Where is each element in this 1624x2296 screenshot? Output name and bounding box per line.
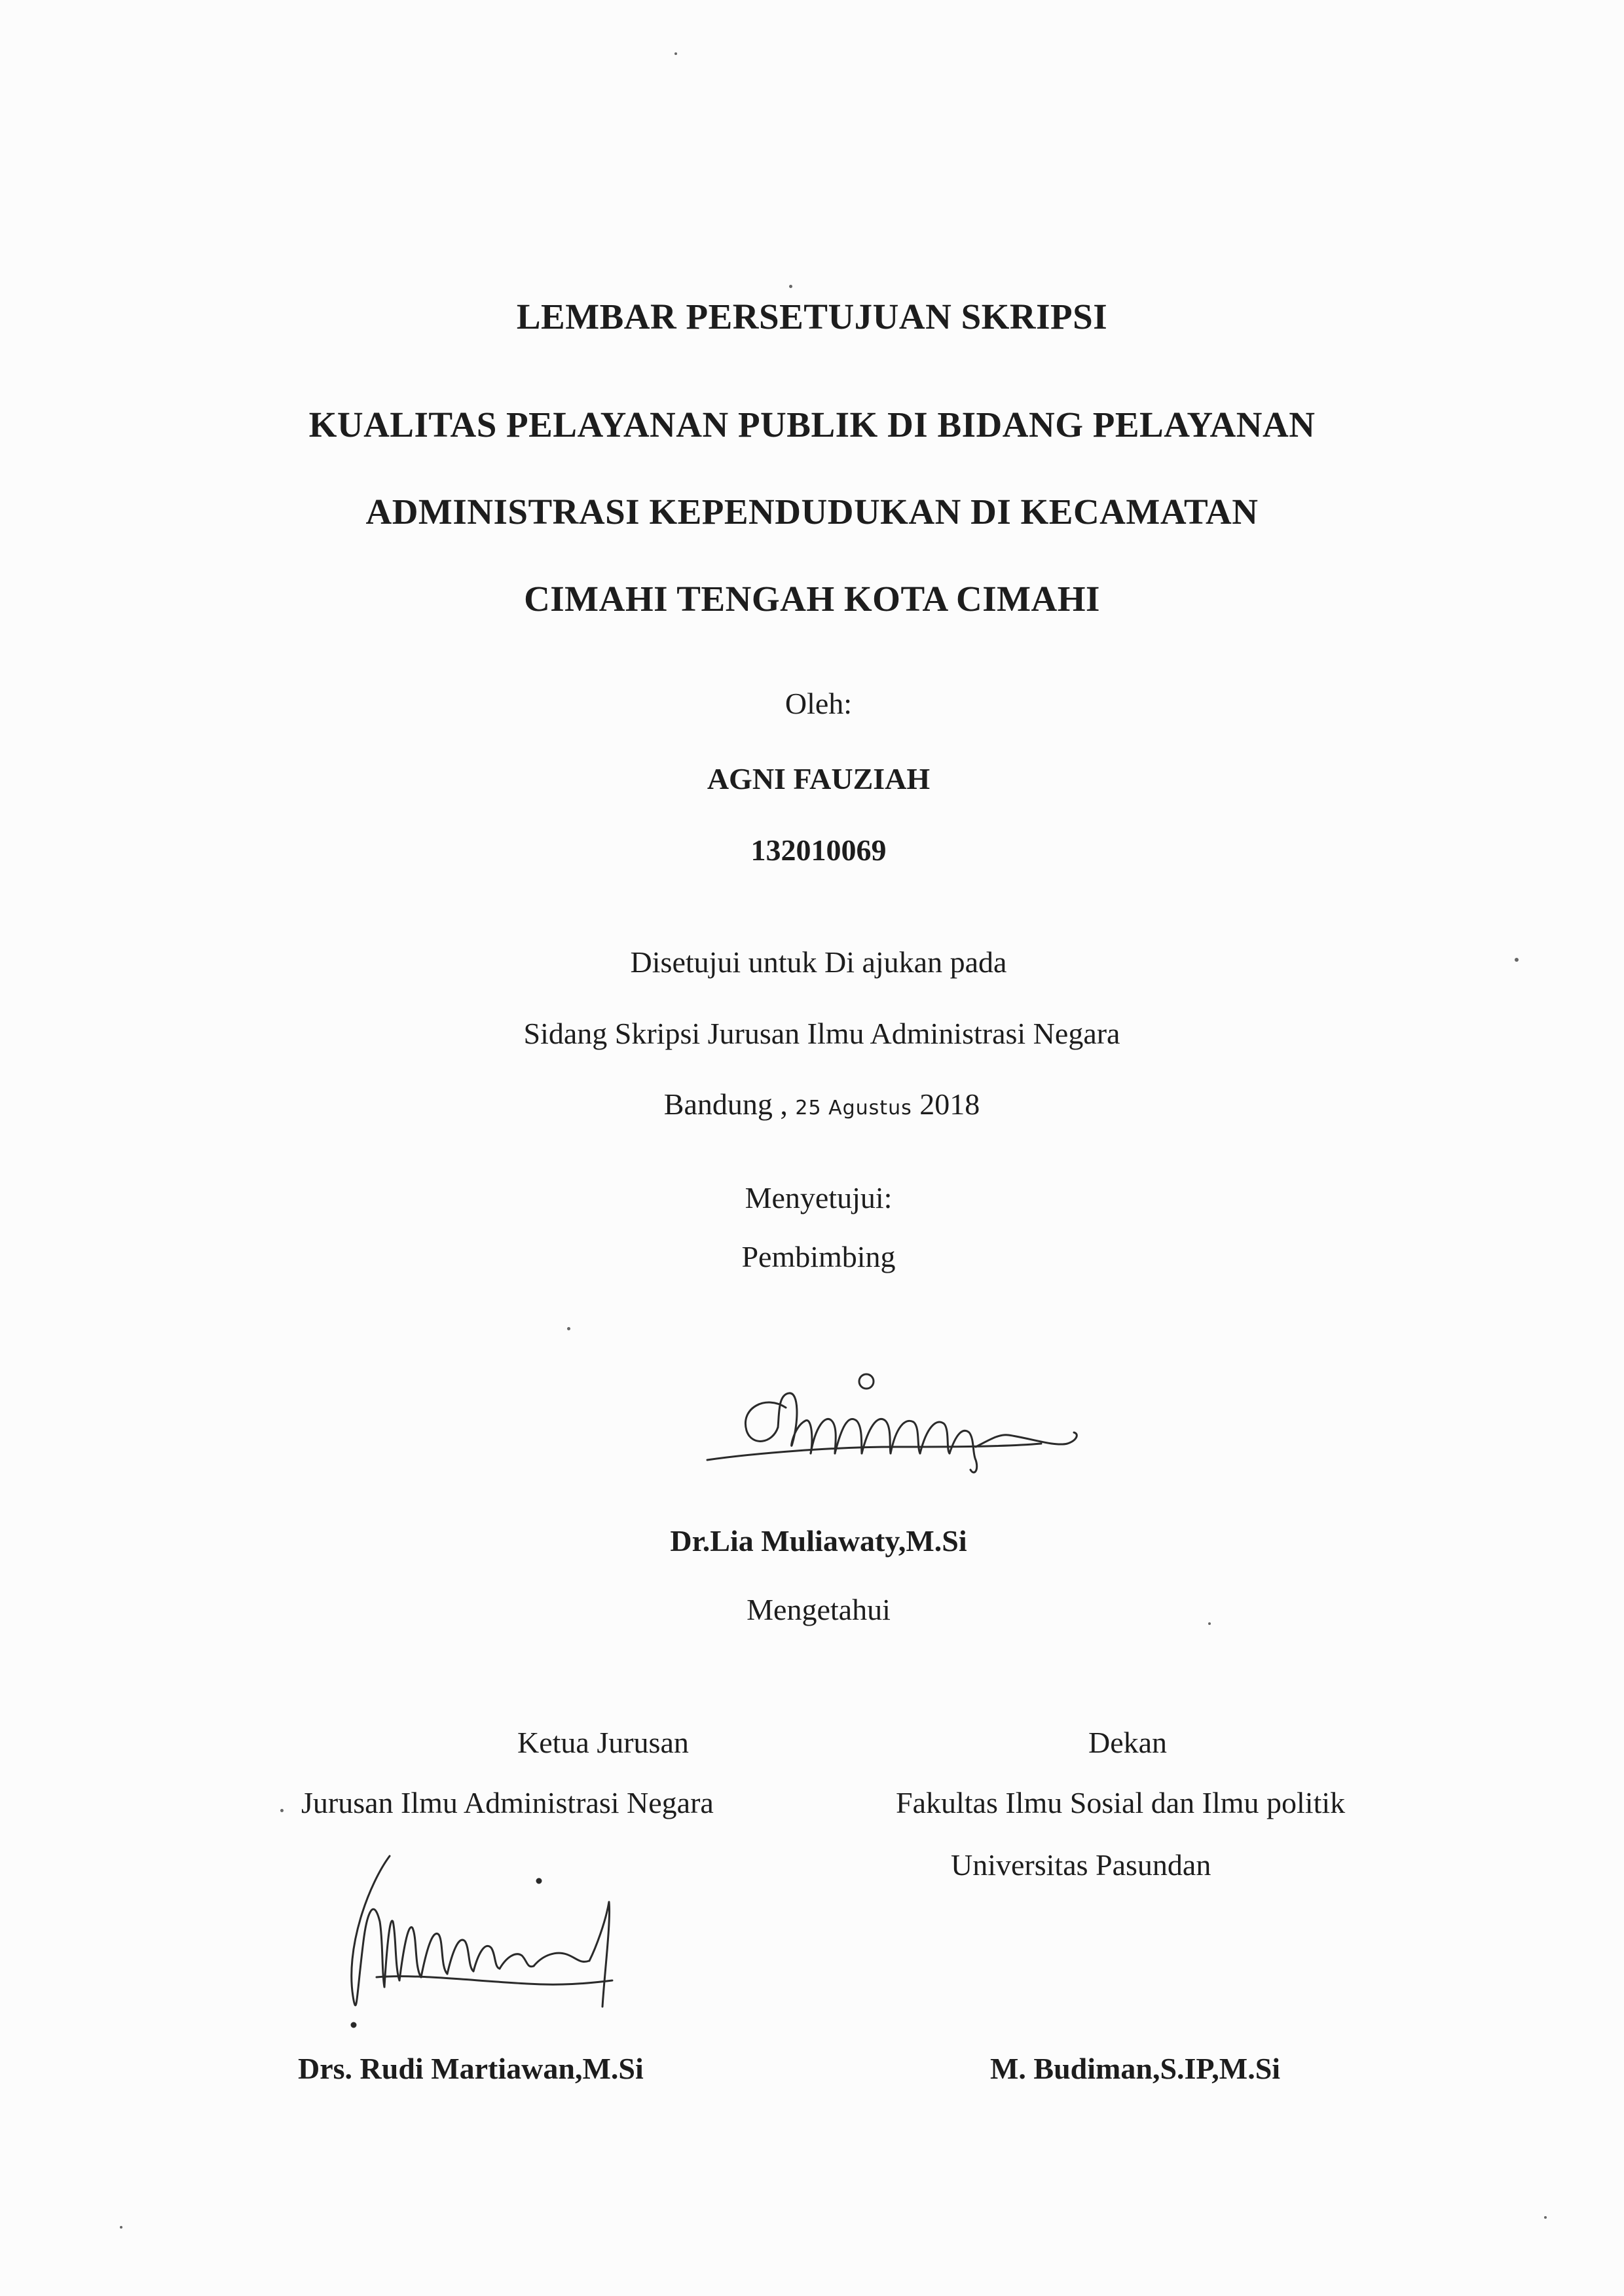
by-label: Oleh: bbox=[784, 687, 853, 720]
left-signatory-unit: Jurusan Ilmu Administrasi Negara bbox=[301, 1786, 714, 1819]
department-head-signature bbox=[331, 1843, 632, 2033]
handwritten-date: 25 Agustus bbox=[795, 1097, 912, 1120]
date-line bbox=[0, 1087, 1624, 1121]
student-id: 132010069 bbox=[750, 833, 887, 867]
thesis-title-line-2: ADMINISTRASI KEPENDUDUKAN DI KECAMATAN bbox=[365, 492, 1259, 532]
thesis-title-line-1: KUALITAS PELAYANAN PUBLIK DI BIDANG PELAYANAN bbox=[308, 405, 1316, 445]
scan-speck bbox=[1515, 958, 1519, 962]
scan-speck bbox=[674, 52, 677, 55]
advisor-signature bbox=[701, 1355, 1087, 1480]
document-heading: LEMBAR PERSETUJUAN SKRIPSI bbox=[516, 297, 1108, 337]
approving-label: Menyetujui: bbox=[745, 1181, 893, 1214]
right-signatory-unit: Fakultas Ilmu Sosial dan Ilmu politik bbox=[896, 1786, 1346, 1819]
acknowledging-label: Mengetahui bbox=[747, 1593, 891, 1626]
approval-text-line-1: Disetujui untuk Di ajukan pada bbox=[630, 945, 1007, 979]
scan-speck bbox=[280, 1809, 284, 1812]
right-signatory-institution: Universitas Pasundan bbox=[951, 1848, 1211, 1882]
left-signatory-name: Drs. Rudi Martiawan,M.Si bbox=[298, 2052, 644, 2085]
scan-speck bbox=[567, 1327, 570, 1330]
approval-text-line-2: Sidang Skripsi Jurusan Ilmu Administrasi Negara bbox=[523, 1017, 1120, 1050]
place-text: Bandung , bbox=[663, 1087, 788, 1121]
scan-speck bbox=[1208, 1622, 1211, 1625]
author-name: AGNI FAUZIAH bbox=[707, 762, 931, 795]
advisor-role: Pembimbing bbox=[741, 1240, 896, 1273]
advisor-name: Dr.Lia Muliawaty,M.Si bbox=[670, 1524, 967, 1558]
left-signatory-role: Ketua Jurusan bbox=[517, 1726, 689, 1759]
right-signatory-name: M. Budiman,S.IP,M.Si bbox=[990, 2052, 1281, 2085]
right-signatory-role: Dekan bbox=[1088, 1726, 1168, 1759]
scan-speck bbox=[120, 2226, 122, 2229]
thesis-title-line-3: CIMAHI TENGAH KOTA CIMAHI bbox=[524, 579, 1100, 619]
year-text: 2018 bbox=[919, 1087, 980, 1121]
scan-speck bbox=[1544, 2216, 1547, 2219]
scan-speck bbox=[789, 285, 792, 288]
